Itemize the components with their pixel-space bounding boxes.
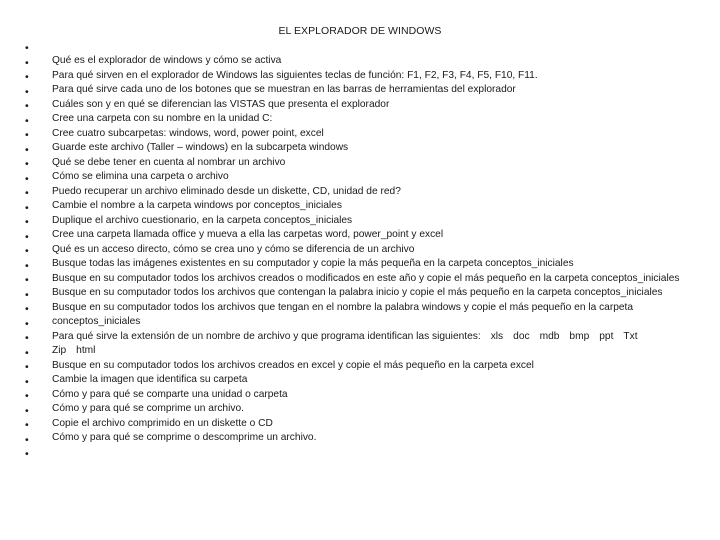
bullet: • (25, 158, 29, 170)
bullet-column (25, 41, 33, 462)
list-item: Cómo y para qué se comprime o descomprime un archivo. (52, 432, 317, 443)
bullet: • (25, 390, 29, 402)
bullet: • (25, 259, 29, 272)
bullet: • (25, 303, 29, 315)
bullet: • (25, 201, 29, 214)
list-item: Busque en su computador todos los archivos que contengan la palabra inicio y copie el más pequeño en la carpeta conceptos_iniciales (52, 287, 663, 298)
question-list (52, 54, 692, 446)
ext-html: html (76, 345, 96, 356)
bullet: • (25, 433, 29, 446)
list-item: Cambie la imagen que identifica su carpeta (52, 374, 248, 385)
bullet: • (25, 100, 29, 112)
bullet: • (25, 187, 29, 199)
bullet: • (25, 361, 29, 373)
bullet: • (25, 216, 29, 228)
bullet: • (25, 143, 29, 156)
list-item: Busque todas las imágenes existentes en su computador y copie la más pequeña en la carpeta conceptos_iniciales (52, 258, 574, 269)
page-title: EL EXPLORADOR DE WINDOWS (278, 25, 442, 37)
bullet: • (25, 114, 29, 127)
list-item: Para qué sirven en el explorador de Windows las siguientes teclas de función: F1, F2, F3, F4, F5, F10, F11. (52, 69, 538, 81)
list-item: Cómo y para qué se comprime un archivo. (52, 403, 244, 414)
list-item: Cree cuatro subcarpetas: windows, word, power point, excel (52, 127, 324, 139)
list-item: Cómo se elimina una carpeta o archivo (52, 171, 229, 182)
list-item-extensions (52, 330, 692, 359)
list-item: Qué es un acceso directo, cómo se crea uno y cómo se diferencia de un archivo (52, 243, 415, 255)
ext-ppt: ppt (599, 330, 614, 342)
list-item: Guarde este archivo (Taller – windows) en la subcarpeta windows (52, 142, 349, 153)
bullet: • (25, 346, 29, 359)
list-item: Qué se debe tener en cuenta al nombrar un archivo (52, 156, 286, 168)
list-item: Copie el archivo comprimido en un diskette o CD (52, 417, 273, 429)
list-item: Qué es el explorador de windows y cómo se activa (52, 55, 282, 66)
bullet: • (25, 332, 29, 344)
bullet: • (25, 129, 29, 141)
list-item: Para qué sirve cada uno de los botones que se muestran en las barras de herramientas del explorador (52, 84, 516, 95)
list-item: Busque en su computador todos los archivos creados o modificados en este año y copie el más pequeño en la carpeta conceptos_iniciales (52, 272, 680, 284)
ext-zip: Zip (52, 345, 67, 356)
list-item: Puedo recuperar un archivo eliminado desde un diskette, CD, unidad de red? (52, 185, 401, 197)
bullet: • (25, 419, 29, 431)
bullet: • (25, 230, 29, 243)
bullet: • (25, 42, 29, 54)
extensions-question: Para qué sirve la extensión de un nombre de archivo y que programa identifican las siguientes: (52, 330, 481, 342)
bullet: • (25, 404, 29, 417)
list-item: Duplique el archivo cuestionario, en la carpeta conceptos_iniciales (52, 214, 353, 226)
bullet: • (25, 288, 29, 301)
list-item: Cómo y para qué se comparte una unidad o carpeta (52, 388, 288, 400)
ext-txt: Txt (623, 330, 638, 342)
list-item: Cree una carpeta llamada office y mueva a ella las carpetas word, power_point y excel (52, 229, 444, 240)
ext-doc: doc (513, 330, 530, 342)
ext-mdb: mdb (539, 330, 560, 342)
bullet: • (25, 317, 29, 330)
bullet: • (25, 245, 29, 257)
list-item: Cuáles son y en qué se diferencian las VISTAS que presenta el explorador (52, 98, 390, 110)
bullet: • (25, 448, 29, 460)
bullet: • (25, 56, 29, 69)
bullet: • (25, 71, 29, 83)
bullet: • (25, 85, 29, 98)
list-item: Busque en su computador todos los archivos creados en excel y copie el más pequeño en la carpeta excel (52, 359, 534, 371)
bullet: • (25, 172, 29, 185)
bullet: • (25, 375, 29, 388)
list-item: Cambie el nombre a la carpeta windows por conceptos_iniciales (52, 200, 342, 211)
ext-bmp: bmp (569, 330, 590, 342)
list-item: Busque en su computador todos los archivos que tengan en el nombre la palabra windows y copie el más pequeño en la carpeta conceptos_iniciales (52, 301, 634, 327)
bullet: • (25, 274, 29, 286)
ext-xls: xls (490, 330, 504, 342)
list-item: Cree una carpeta con su nombre en la unidad C: (52, 113, 273, 124)
